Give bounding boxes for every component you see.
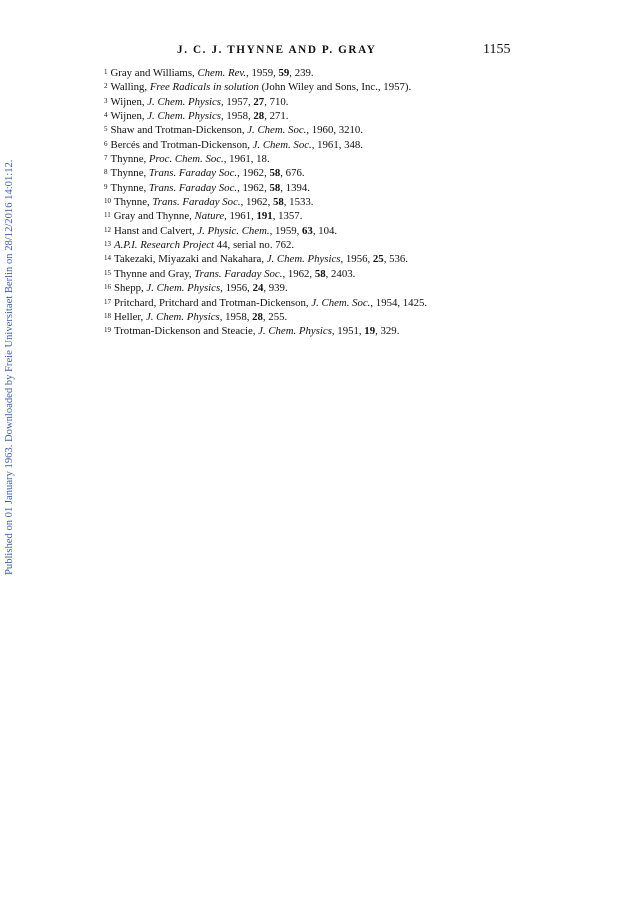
reference-journal: J. Chem. Physics <box>147 95 222 108</box>
reference-journal: Trans. Faraday Soc. <box>148 167 238 180</box>
reference-text: , 1357. <box>272 210 303 223</box>
reference-journal: J. Chem. Soc. <box>247 124 307 137</box>
reference-journal: Free Radicals in solution <box>149 81 259 94</box>
reference-text: , 1951, <box>331 325 365 338</box>
reference-text: 44, serial no. 762. <box>214 239 295 252</box>
reference-volume: 24 <box>252 282 264 295</box>
reference-item <box>104 95 524 109</box>
reference-number: 3 <box>104 96 108 105</box>
reference-item <box>104 195 524 209</box>
reference-text: , 1962, <box>282 267 315 280</box>
reference-text: , 1954, 1425. <box>370 296 428 309</box>
reference-text: , 676. <box>280 167 305 180</box>
reference-text: , 1959, <box>269 224 303 237</box>
reference-text: , 1958, <box>221 110 254 123</box>
reference-item <box>104 80 524 94</box>
reference-number: 2 <box>104 82 108 91</box>
reference-volume: 28 <box>253 110 265 123</box>
reference-text: Pritchard, Pritchard and Trotman-Dickenson, <box>114 296 312 309</box>
reference-item <box>104 238 524 252</box>
reference-text: , 1957, <box>221 95 254 108</box>
reference-text: , 710. <box>264 95 289 108</box>
page-number: 1155 <box>483 42 511 57</box>
reference-journal: A.P.I. Research Project <box>114 239 215 252</box>
reference-text: , 1394. <box>280 181 310 194</box>
reference-text: , 329. <box>375 325 400 338</box>
reference-text: Thynne, <box>114 196 153 209</box>
reference-item <box>104 152 524 166</box>
reference-text: Heller, <box>114 310 146 323</box>
reference-text: , 939. <box>263 282 288 295</box>
reference-text: , 1959, <box>246 67 279 79</box>
reference-text: , 1958, <box>219 310 253 323</box>
reference-number: 6 <box>104 139 108 148</box>
running-header: J. C. J. THYNNE AND P. GRAY <box>177 44 377 56</box>
reference-item <box>104 209 524 223</box>
reference-text: Bercés and Trotman-Dickenson, <box>110 138 253 151</box>
reference-volume: 58 <box>314 267 326 280</box>
reference-volume: 63 <box>302 224 313 237</box>
reference-text: , 1956, <box>220 282 253 295</box>
reference-item <box>104 267 524 281</box>
reference-item <box>104 296 524 310</box>
reference-item <box>104 109 524 123</box>
reference-number: 16 <box>104 283 111 292</box>
reference-text: Wijnen, <box>110 95 148 108</box>
reference-number: 13 <box>104 240 111 249</box>
reference-text: , 239. <box>289 67 314 79</box>
reference-number: 19 <box>104 326 111 335</box>
reference-text: (John Wiley and Sons, Inc., 1957). <box>258 81 412 94</box>
reference-item <box>104 324 524 338</box>
reference-text: Thynne, <box>110 153 149 166</box>
reference-text: , 536. <box>383 253 408 266</box>
reference-journal: Chem. Rev. <box>197 67 247 79</box>
reference-volume: 19 <box>364 325 376 338</box>
reference-text: Thynne, <box>110 181 149 194</box>
reference-number: 1 <box>104 68 108 76</box>
reference-text: , 1956, <box>340 253 373 266</box>
reference-text: , 1961, 348. <box>311 138 364 151</box>
reference-journal: Trans. Faraday Soc. <box>148 181 238 194</box>
reference-text: Thynne, <box>110 167 149 180</box>
reference-text: , 1961, 18. <box>223 153 270 166</box>
reference-text: Walling, <box>110 81 150 94</box>
reference-volume: 59 <box>278 67 290 79</box>
reference-number: 14 <box>104 254 111 263</box>
reference-text: Thynne and Gray, <box>114 267 195 280</box>
reference-text: , 104. <box>312 224 338 237</box>
reference-text: , 1962, <box>240 196 273 209</box>
download-provenance-note[interactable]: Published on 01 January 1963. Downloaded by Freie Universitaet Berlin on 28/12/2016 14:01:12. <box>4 159 15 575</box>
reference-text: , 255. <box>262 310 288 323</box>
reference-item <box>104 181 524 195</box>
reference-item <box>104 310 524 324</box>
reference-number: 8 <box>104 168 108 177</box>
reference-text: Shaw and Trotman-Dickenson, <box>110 124 248 137</box>
reference-number: 18 <box>104 311 111 320</box>
reference-volume: 58 <box>272 196 284 209</box>
reference-text: , 2403. <box>325 267 356 280</box>
reference-journal: Trans. Faraday Soc. <box>152 196 241 209</box>
reference-text: Takezaki, Miyazaki and Nakahara, <box>114 253 267 266</box>
reference-text: , 1533. <box>283 196 314 209</box>
reference-text: Gray and Thynne, <box>113 210 195 223</box>
reference-volume: 58 <box>269 181 281 194</box>
reference-journal: J. Chem. Soc. <box>311 296 371 309</box>
reference-number: 11 <box>104 211 111 220</box>
reference-item <box>104 252 524 266</box>
reference-text: , 1962, <box>237 181 270 194</box>
reference-number: 7 <box>104 154 108 163</box>
reference-text: Gray and Williams, <box>110 67 198 79</box>
reference-text: , 1962, <box>237 167 270 180</box>
reference-volume: 27 <box>253 95 265 108</box>
reference-journal: J. Chem. Physics <box>258 325 332 338</box>
reference-journal: Nature <box>194 210 225 223</box>
reference-journal: J. Physic. Chem. <box>197 224 270 237</box>
reference-number: 4 <box>104 111 108 120</box>
reference-text: , 1961, <box>224 210 257 223</box>
reference-volume: 25 <box>372 253 384 266</box>
reference-volume: 28 <box>252 310 263 323</box>
reference-item <box>104 281 524 295</box>
reference-journal: J. Chem. Soc. <box>252 138 312 151</box>
reference-journal: J. Chem. Physics <box>266 253 341 266</box>
reference-journal: J. Chem. Physics <box>145 310 220 323</box>
reference-list <box>104 66 524 339</box>
reference-text: , 1960, 3210. <box>306 124 364 137</box>
reference-item <box>104 166 524 180</box>
reference-journal: J. Chem. Physics <box>147 110 222 123</box>
reference-number: 15 <box>104 268 111 277</box>
reference-number: 17 <box>104 297 111 306</box>
reference-text: Trotman-Dickenson and Steacie, <box>114 325 259 338</box>
reference-item <box>104 123 524 137</box>
reference-text: , 271. <box>264 110 289 123</box>
reference-volume: 191 <box>256 210 273 223</box>
reference-number: 10 <box>104 197 111 206</box>
reference-number: 9 <box>104 182 108 191</box>
reference-number: 5 <box>104 125 108 134</box>
reference-item <box>104 138 524 152</box>
reference-item <box>104 66 524 80</box>
reference-number: 12 <box>104 225 111 234</box>
reference-journal: Proc. Chem. Soc. <box>148 153 224 166</box>
reference-journal: J. Chem. Physics <box>146 282 221 295</box>
reference-text: Shepp, <box>114 282 147 295</box>
reference-text: Wijnen, <box>110 110 148 123</box>
reference-volume: 58 <box>269 167 281 180</box>
reference-item <box>104 224 524 238</box>
reference-text: Hanst and Calvert, <box>114 224 198 237</box>
reference-journal: Trans. Faraday Soc. <box>194 267 283 280</box>
